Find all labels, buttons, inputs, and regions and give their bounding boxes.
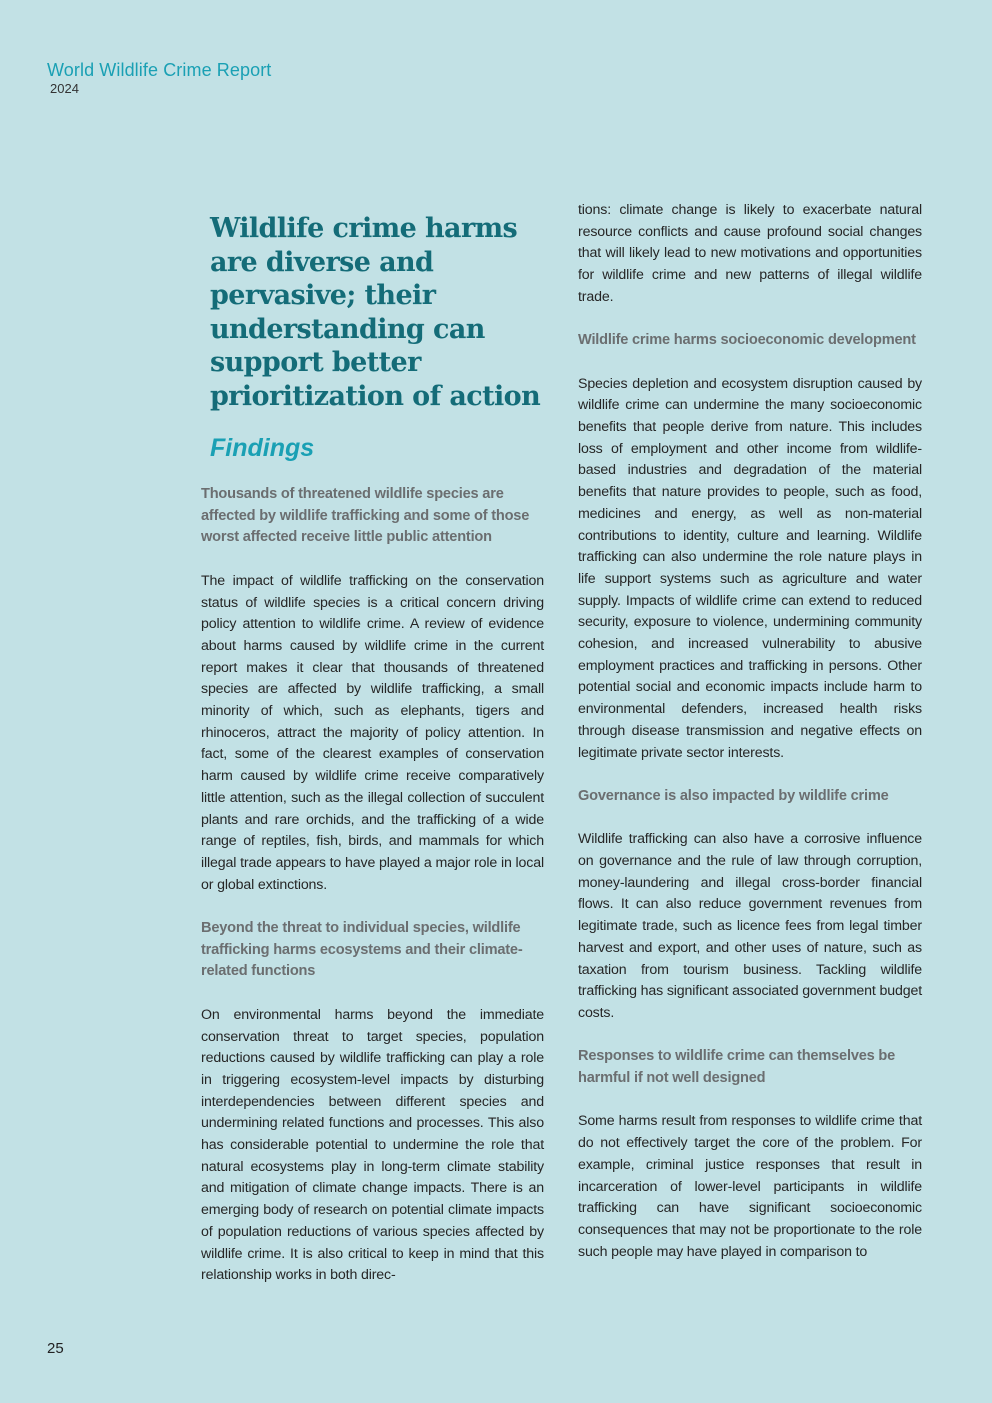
running-header bbox=[47, 59, 271, 97]
section-body: Species depletion and ecosystem disruption caused by wildlife crime can undermine the many socioeconomic benefits that people derive from nature. This includes loss of employment and other income from wildlife-based industries and degradation of the material benefits that nature provides to people, such as food, medicines and energy, as well as non-material contributions to identity, culture and learning. Wildlife trafficking can also undermine the role nature plays in life support systems such as agriculture and water supply. Impacts of wildlife crime can extend to reduced security, exposure to violence, undermining community cohesion, and increased vulnerability to abusive employment practices and trafficking in persons. Other potential social and economic impacts include harm to environmental defenders, increased health risks through disease transmission and negative effects on legitimate private sector interests. bbox=[578, 375, 922, 761]
section-body: Some harms result from responses to wildlife crime that do not effectively target the core of the problem. For example, criminal justice responses that result in incarceration of lower-level participants in wildlife trafficking can have significant socioeconomic consequences that may not be proportionate to the role such people may have played in comparison to bbox=[578, 1113, 922, 1260]
left-column bbox=[201, 200, 544, 1287]
chapter-headline: Wildlife crime harms are diverse and pervasive; their understanding can support better prioritization of action bbox=[210, 213, 541, 412]
page-number: 25 bbox=[47, 1340, 64, 1357]
section-body: The impact of wildlife trafficking on the conservation status of wildlife species is a critical concern driving policy attention to wildlife crime. A review of evidence about harms caused by wildlife crime in the current report makes it clear that thousands of threatened species are affected by wildlife trafficking, a small minority of which, such as elephants, tigers and rhinoceros, attract the majority of policy attention. In fact, some of the clearest examples of conservation harm caused by wildlife crime receive comparatively little attention, such as the illegal collection of succulent plants and rare orchids, and the trafficking of a wide range of reptiles, fish, birds, and mammals for which illegal trade appears to have played a major role in local or global extinctions. bbox=[201, 572, 544, 893]
section-heading: Responses to wildlife crime can themselves be harmful if not well designed bbox=[578, 1048, 896, 1087]
section-heading: Beyond the threat to individual species, wildlife trafficking harms ecosystems and their climate-related functions bbox=[201, 920, 523, 980]
right-column bbox=[578, 200, 922, 1263]
findings-label: Findings bbox=[210, 434, 315, 462]
section-body: On environmental harms beyond the immediate conservation threat to target species, population reductions caused by wildlife trafficking can play a role in triggering ecosystem-level impacts by disturbing interdependencies between different species and undermining related functions and processes. This also has considerable potential to undermine the role that natural ecosystems play in long-term climate stability and mitigation of climate change impacts. There is an emerging body of research on potential climate impacts of population reductions of various species affected by wildlife crime. It is also critical to keep in mind that this relationship works in both direc- bbox=[201, 1006, 544, 1284]
section-heading: Governance is also impacted by wildlife crime bbox=[578, 787, 889, 804]
section-heading: Wildlife crime harms socioeconomic development bbox=[578, 332, 916, 349]
report-year: 2024 bbox=[50, 81, 79, 96]
report-title: World Wildlife Crime Report bbox=[47, 60, 272, 80]
section-heading: Thousands of threatened wildlife species are affected by wildlife trafficking and some of those worst affected receive little public attention bbox=[201, 486, 530, 546]
section-body: Wildlife trafficking can also have a corrosive influence on governance and the rule of law through corruption, money-laundering and illegal cross-border financial flows. It can also reduce government revenues from legitimate trade, such as licence fees from legal timber harvest and export, and other uses of nature, such as taxation from tourism business. Tackling wildlife trafficking has significant associated government budget costs. bbox=[578, 831, 922, 1021]
section-body-continuation: tions: climate change is likely to exacerbate natural resource conflicts and cause profound social changes that will likely lead to new motivations and opportunities for wildlife crime and new patterns of illegal wildlife trade. bbox=[578, 202, 922, 305]
